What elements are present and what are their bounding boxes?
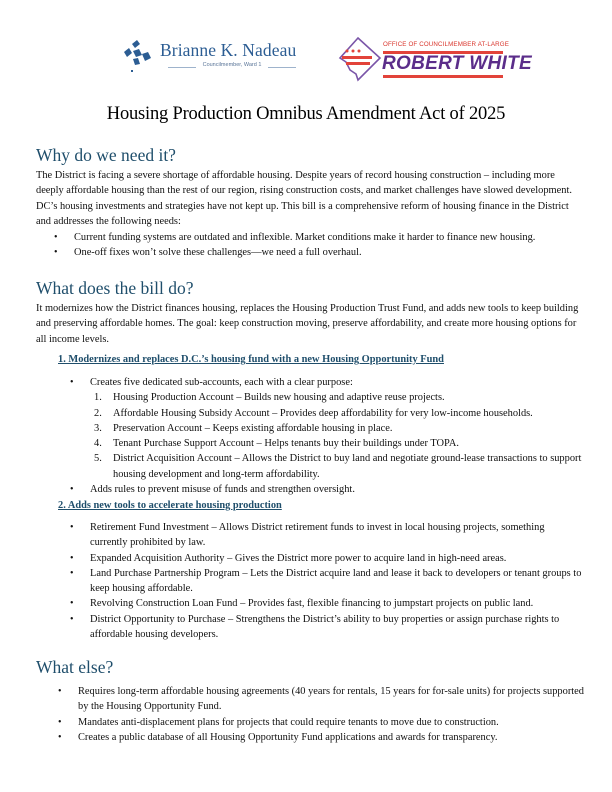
list-item [70, 375, 584, 482]
list-item [70, 596, 584, 611]
sub2-bullets [70, 520, 584, 642]
bullet-text: Revolving Construction Loan Fund – Provides fast, flexible financing to jumpstart projects on public land. [90, 598, 534, 610]
account-item [94, 406, 584, 421]
why-paragraph: The District is facing a severe shortage of affordable housing. Despite years of record housing construction – including more deeply affordable housing than the rest of our region, rising construction costs, and market challenges have slowed development. DC’s housing investments and strategies have not kept up. This bill is a comprehensive reform of housing finance in the District and addresses the following needs: [36, 170, 572, 227]
divider [268, 67, 296, 68]
nadeau-diamond-icon [120, 40, 156, 74]
account-text: Tenant Purchase Support Account – Helps tenants buy their buildings under TOPA. [113, 438, 459, 450]
bullet-text: One-off fixes won’t solve these challenges—we need a full overhaul. [74, 247, 362, 259]
why-bullets [54, 230, 584, 261]
bullet-icon: • [70, 552, 74, 564]
bullet-text: Mandates anti-displacement plans for projects that could require tenants to move due to construction. [78, 716, 499, 728]
nadeau-subtitle: Councilmember, Ward 1 [202, 62, 262, 68]
list-item [70, 612, 584, 643]
bullet-text: Retirement Fund Investment – Allows District retirement funds to invest in local housing projects, something currently prohibited by law. [90, 522, 545, 549]
what-paragraph: It modernizes how the District finances housing, replaces the Housing Production Trust Fund, and adds new tools to keep building and preserving affordable homes. The goal: keep construction moving, preserve affordability, and create more housing options for all income levels. [36, 303, 579, 345]
account-item [94, 436, 584, 451]
list-number: 2. [94, 407, 102, 419]
list-item [70, 566, 584, 597]
list-item [58, 715, 584, 730]
header-logos [0, 0, 612, 90]
sub1-bullets [70, 375, 584, 497]
bullet-text: Creates five dedicated sub-accounts, each with a clear purpose: [90, 377, 353, 388]
account-item [94, 451, 584, 482]
nadeau-subtitle-wrap [162, 62, 302, 72]
dc-map-flag-icon [336, 36, 382, 82]
list-number: 1. [94, 392, 102, 404]
list-number: 5. [94, 453, 102, 465]
account-item [94, 421, 584, 436]
robert-white-logo [336, 36, 532, 84]
subheading-new-tools: 2. Adds new tools to accelerate housing production [58, 500, 282, 511]
heading-what-else: What else? [36, 657, 114, 677]
bullet-text: Land Purchase Partnership Program – Lets the District acquire land and lease it back to developers or tenant groups to keep housing affordable. [90, 567, 582, 595]
bullet-text: Adds rules to prevent misuse of funds and strengthen oversight. [90, 484, 355, 496]
robert-white-name: ROBERT WHITE [382, 53, 532, 74]
account-text: Housing Production Account – Builds new housing and adaptive reuse projects. [113, 392, 445, 404]
list-number: 4. [94, 438, 102, 450]
list-item [70, 551, 584, 566]
bullet-text: District Opportunity to Purchase – Strengthens the District’s ability to buy properties or assign purchase rights to affordable housing developers. [90, 613, 560, 641]
list-number: 3. [94, 422, 102, 434]
bullet-icon: • [70, 613, 74, 625]
accounts-list [90, 390, 584, 482]
account-item [94, 390, 584, 405]
list-item [70, 520, 584, 551]
nadeau-name: Brianne K. Nadeau [160, 40, 297, 60]
office-label: OFFICE OF COUNCILMEMBER AT-LARGE [383, 41, 510, 48]
bullet-icon: • [58, 731, 62, 743]
list-item [54, 245, 584, 260]
account-text: Preservation Account – Keeps existing affordable housing in place. [113, 422, 393, 434]
nadeau-logo [120, 38, 320, 78]
bullet-icon: • [70, 377, 74, 388]
bullet-icon: • [70, 484, 74, 496]
list-item [54, 230, 584, 245]
else-bullets [58, 684, 584, 745]
list-item [58, 684, 584, 715]
bullet-text: Expanded Acquisition Authority – Gives the District more power to acquire land in high-need areas. [90, 552, 507, 564]
bullet-text: Requires long-term affordable housing agreements (40 years for rentals, 15 years for for-sale units) for projects supported by the Housing Opportunity Fund. [78, 686, 584, 713]
heading-why: Why do we need it? [36, 145, 176, 165]
red-stripe-bottom [383, 75, 503, 78]
bullet-icon: • [54, 247, 58, 259]
list-item [58, 730, 584, 745]
bullet-text: Creates a public database of all Housing Opportunity Fund applications and awards for transparency. [78, 731, 498, 743]
bullet-icon: • [58, 686, 62, 697]
list-item [70, 482, 584, 497]
account-text: District Acquisition Account – Allows the District to buy land and negotiate ground-lease transactions to support housing development and long-term affordability. [113, 453, 582, 480]
heading-what: What does the bill do? [36, 278, 194, 298]
bullet-icon: • [70, 598, 74, 610]
bullet-icon: • [58, 716, 62, 728]
account-text: Affordable Housing Subsidy Account – Provides deep affordability for very low-income households. [113, 407, 533, 419]
subheading-housing-opportunity-fund: 1. Modernizes and replaces D.C.’s housing fund with a new Housing Opportunity Fund [58, 354, 444, 365]
bullet-icon: • [70, 522, 74, 533]
bullet-icon: • [70, 567, 74, 579]
bullet-icon: • [54, 232, 58, 243]
document-title: Housing Production Omnibus Amendment Act of 2025 [106, 104, 506, 124]
bullet-text: Current funding systems are outdated and inflexible. Market conditions make it harder to finance new housing. [74, 232, 536, 243]
